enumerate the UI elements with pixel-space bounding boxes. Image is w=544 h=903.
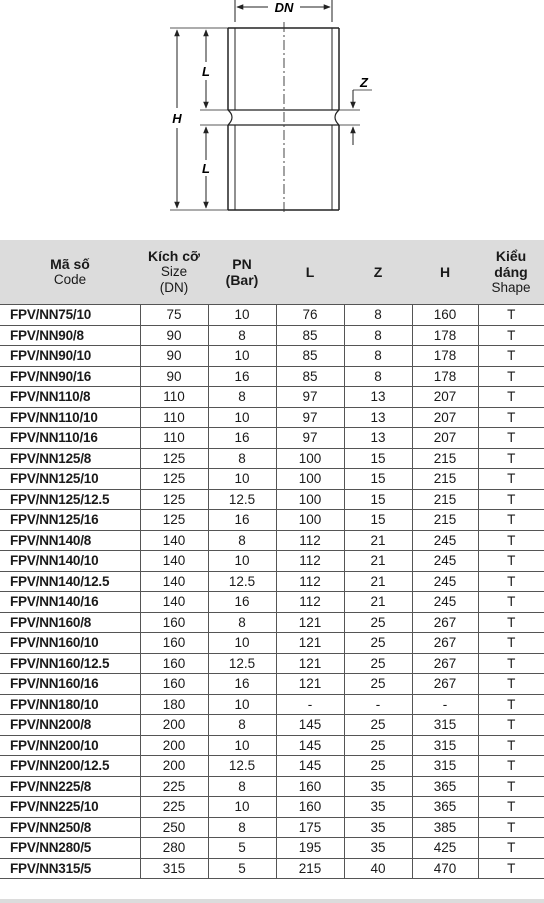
shape-cell: T	[478, 715, 544, 736]
l-cell: 100	[276, 448, 344, 469]
size-cell: 160	[140, 633, 208, 654]
z-cell: 13	[344, 407, 412, 428]
l-cell: 97	[276, 407, 344, 428]
h-cell: 178	[412, 346, 478, 367]
code-cell: FPV/NN125/12.5	[0, 489, 140, 510]
pn-cell: 12.5	[208, 571, 276, 592]
h-cell: 160	[412, 305, 478, 326]
size-cell: 90	[140, 366, 208, 387]
l-cell: 100	[276, 469, 344, 490]
size-cell: 90	[140, 325, 208, 346]
pn-cell: 10	[208, 797, 276, 818]
size-cell: 250	[140, 817, 208, 838]
h-cell: 365	[412, 797, 478, 818]
l-cell: 145	[276, 756, 344, 777]
code-cell: FPV/NN250/8	[0, 817, 140, 838]
l-cell: 112	[276, 551, 344, 572]
table-row	[0, 305, 544, 326]
code-cell: FPV/NN125/8	[0, 448, 140, 469]
size-cell: 180	[140, 694, 208, 715]
code-cell: FPV/NN140/12.5	[0, 571, 140, 592]
shape-cell: T	[478, 530, 544, 551]
l-cell: 121	[276, 612, 344, 633]
z-cell: 15	[344, 448, 412, 469]
l-cell: 85	[276, 366, 344, 387]
z-cell: 25	[344, 735, 412, 756]
l-cell: 145	[276, 715, 344, 736]
z-cell: 40	[344, 858, 412, 879]
table-row	[0, 448, 544, 469]
shape-cell: T	[478, 510, 544, 531]
table-row	[0, 735, 544, 756]
header-code	[0, 240, 140, 305]
pn-cell: 10	[208, 305, 276, 326]
z-cell: 25	[344, 633, 412, 654]
header-size-vi: Kích cỡ	[148, 248, 200, 264]
table-body	[0, 305, 544, 879]
size-cell: 125	[140, 469, 208, 490]
size-cell: 225	[140, 797, 208, 818]
h-cell: 178	[412, 325, 478, 346]
table-row	[0, 674, 544, 695]
code-cell: FPV/NN110/10	[0, 407, 140, 428]
size-cell: 110	[140, 387, 208, 408]
shape-cell: T	[478, 817, 544, 838]
shape-cell: T	[478, 735, 544, 756]
header-size-unit: (DN)	[159, 280, 189, 295]
z-cell: 25	[344, 715, 412, 736]
header-l: L	[276, 240, 344, 305]
shape-cell: T	[478, 653, 544, 674]
header-shape-vi2: dáng	[494, 264, 528, 280]
code-cell: FPV/NN160/12.5	[0, 653, 140, 674]
h-cell: 385	[412, 817, 478, 838]
shape-cell: T	[478, 592, 544, 613]
l-top-label: L	[202, 64, 210, 79]
pn-cell: 10	[208, 407, 276, 428]
h-cell: 470	[412, 858, 478, 879]
header-shape-vi1: Kiểu	[495, 248, 527, 264]
table-row	[0, 469, 544, 490]
h-cell: 215	[412, 448, 478, 469]
shape-cell: T	[478, 305, 544, 326]
h-cell: 245	[412, 571, 478, 592]
code-cell: FPV/NN140/8	[0, 530, 140, 551]
l-cell: 121	[276, 674, 344, 695]
table-row	[0, 817, 544, 838]
pn-cell: 16	[208, 592, 276, 613]
l-cell: 97	[276, 428, 344, 449]
size-cell: 110	[140, 428, 208, 449]
shape-cell: T	[478, 346, 544, 367]
pn-cell: 8	[208, 776, 276, 797]
shape-cell: T	[478, 387, 544, 408]
header-code-en: Code	[53, 272, 87, 287]
h-cell: -	[412, 694, 478, 715]
h-cell: 245	[412, 551, 478, 572]
code-cell: FPV/NN140/16	[0, 592, 140, 613]
z-cell: 35	[344, 776, 412, 797]
code-cell: FPV/NN125/10	[0, 469, 140, 490]
table-row	[0, 612, 544, 633]
size-cell: 160	[140, 612, 208, 633]
code-cell: FPV/NN200/12.5	[0, 756, 140, 777]
z-cell: 8	[344, 325, 412, 346]
h-cell: 178	[412, 366, 478, 387]
table-row	[0, 325, 544, 346]
size-cell: 125	[140, 510, 208, 531]
l-cell: 112	[276, 571, 344, 592]
code-cell: FPV/NN160/16	[0, 674, 140, 695]
l-cell: 121	[276, 653, 344, 674]
pn-cell: 16	[208, 510, 276, 531]
table-row	[0, 633, 544, 654]
table-row	[0, 551, 544, 572]
z-cell: 25	[344, 674, 412, 695]
dn-label: DN	[274, 0, 294, 15]
h-cell: 315	[412, 756, 478, 777]
coupling-diagram	[0, 0, 544, 236]
z-cell: 21	[344, 551, 412, 572]
z-cell: 21	[344, 571, 412, 592]
table-row	[0, 756, 544, 777]
h-cell: 207	[412, 387, 478, 408]
z-cell: 8	[344, 305, 412, 326]
pn-cell: 8	[208, 448, 276, 469]
l-cell: 112	[276, 530, 344, 551]
h-cell: 425	[412, 838, 478, 859]
pn-cell: 8	[208, 530, 276, 551]
shape-cell: T	[478, 366, 544, 387]
size-cell: 200	[140, 756, 208, 777]
table-row	[0, 858, 544, 879]
table-row	[0, 489, 544, 510]
l-cell: 145	[276, 735, 344, 756]
pn-cell: 8	[208, 817, 276, 838]
table-row	[0, 694, 544, 715]
size-cell: 200	[140, 715, 208, 736]
header-pn-unit: (Bar)	[225, 272, 259, 288]
code-cell: FPV/NN125/16	[0, 510, 140, 531]
pn-cell: 10	[208, 551, 276, 572]
shape-cell: T	[478, 407, 544, 428]
z-cell: 25	[344, 756, 412, 777]
code-cell: FPV/NN160/8	[0, 612, 140, 633]
size-cell: 125	[140, 448, 208, 469]
table-row	[0, 510, 544, 531]
table-row	[0, 407, 544, 428]
code-cell: FPV/NN225/10	[0, 797, 140, 818]
z-label: Z	[360, 75, 368, 90]
pn-cell: 16	[208, 674, 276, 695]
l-cell: 175	[276, 817, 344, 838]
code-cell: FPV/NN280/5	[0, 838, 140, 859]
pn-cell: 10	[208, 694, 276, 715]
z-cell: 13	[344, 387, 412, 408]
pn-cell: 16	[208, 428, 276, 449]
pn-cell: 10	[208, 735, 276, 756]
shape-cell: T	[478, 612, 544, 633]
size-cell: 140	[140, 530, 208, 551]
pn-cell: 16	[208, 366, 276, 387]
header-pn-label: PN	[232, 256, 252, 272]
table-row	[0, 428, 544, 449]
size-cell: 225	[140, 776, 208, 797]
header-code-vi: Mã số	[50, 256, 90, 272]
l-cell: 85	[276, 325, 344, 346]
table-row	[0, 366, 544, 387]
table-row	[0, 571, 544, 592]
z-cell: 35	[344, 797, 412, 818]
l-cell: 121	[276, 633, 344, 654]
z-cell: 8	[344, 366, 412, 387]
size-cell: 200	[140, 735, 208, 756]
size-cell: 315	[140, 858, 208, 879]
header-shape-en: Shape	[491, 280, 531, 295]
code-cell: FPV/NN110/16	[0, 428, 140, 449]
table-header	[0, 240, 544, 305]
z-cell: 15	[344, 510, 412, 531]
z-cell: 21	[344, 592, 412, 613]
h-cell: 245	[412, 592, 478, 613]
header-pn	[208, 240, 276, 305]
code-cell: FPV/NN315/5	[0, 858, 140, 879]
pn-cell: 10	[208, 633, 276, 654]
size-cell: 160	[140, 653, 208, 674]
code-cell: FPV/NN200/8	[0, 715, 140, 736]
l-cell: 195	[276, 838, 344, 859]
shape-cell: T	[478, 489, 544, 510]
l-cell: 112	[276, 592, 344, 613]
code-cell: FPV/NN110/8	[0, 387, 140, 408]
h-cell: 267	[412, 612, 478, 633]
code-cell: FPV/NN90/10	[0, 346, 140, 367]
code-cell: FPV/NN200/10	[0, 735, 140, 756]
pn-cell: 10	[208, 469, 276, 490]
pn-cell: 8	[208, 715, 276, 736]
pn-cell: 5	[208, 858, 276, 879]
shape-cell: T	[478, 776, 544, 797]
shape-cell: T	[478, 838, 544, 859]
table-bottom-bar	[0, 899, 544, 903]
l-cell: 100	[276, 489, 344, 510]
l-cell: 85	[276, 346, 344, 367]
h-cell: 267	[412, 674, 478, 695]
z-cell: 15	[344, 469, 412, 490]
shape-cell: T	[478, 448, 544, 469]
size-cell: 110	[140, 407, 208, 428]
h-cell: 267	[412, 633, 478, 654]
z-cell: 35	[344, 838, 412, 859]
z-cell: 35	[344, 817, 412, 838]
pn-cell: 8	[208, 325, 276, 346]
shape-cell: T	[478, 674, 544, 695]
h-cell: 207	[412, 407, 478, 428]
h-cell: 365	[412, 776, 478, 797]
pn-cell: 5	[208, 838, 276, 859]
l-cell: -	[276, 694, 344, 715]
table-row	[0, 776, 544, 797]
table-row	[0, 387, 544, 408]
size-cell: 280	[140, 838, 208, 859]
header-size-en: Size	[160, 264, 188, 279]
shape-cell: T	[478, 633, 544, 654]
header-shape	[478, 240, 544, 305]
l-cell: 160	[276, 776, 344, 797]
pn-cell: 12.5	[208, 653, 276, 674]
size-cell: 75	[140, 305, 208, 326]
header-size	[140, 240, 208, 305]
code-cell: FPV/NN180/10	[0, 694, 140, 715]
table-row	[0, 530, 544, 551]
h-cell: 215	[412, 489, 478, 510]
size-cell: 140	[140, 551, 208, 572]
shape-cell: T	[478, 694, 544, 715]
code-cell: FPV/NN90/16	[0, 366, 140, 387]
table-row	[0, 346, 544, 367]
h-label: H	[172, 111, 182, 126]
code-cell: FPV/NN160/10	[0, 633, 140, 654]
z-cell: 15	[344, 489, 412, 510]
h-cell: 245	[412, 530, 478, 551]
z-cell: 8	[344, 346, 412, 367]
pn-cell: 12.5	[208, 756, 276, 777]
l-cell: 215	[276, 858, 344, 879]
h-cell: 215	[412, 469, 478, 490]
code-cell: FPV/NN90/8	[0, 325, 140, 346]
header-z: Z	[344, 240, 412, 305]
size-cell: 125	[140, 489, 208, 510]
table-row	[0, 715, 544, 736]
pn-cell: 10	[208, 346, 276, 367]
table-row	[0, 838, 544, 859]
shape-cell: T	[478, 797, 544, 818]
size-cell: 140	[140, 592, 208, 613]
shape-cell: T	[478, 469, 544, 490]
code-cell: FPV/NN75/10	[0, 305, 140, 326]
h-cell: 215	[412, 510, 478, 531]
size-cell: 90	[140, 346, 208, 367]
shape-cell: T	[478, 571, 544, 592]
shape-cell: T	[478, 325, 544, 346]
l-cell: 97	[276, 387, 344, 408]
shape-cell: T	[478, 428, 544, 449]
l-bottom-label: L	[202, 161, 210, 176]
z-cell: 25	[344, 612, 412, 633]
header-h: H	[412, 240, 478, 305]
h-cell: 207	[412, 428, 478, 449]
table-row	[0, 797, 544, 818]
l-cell: 76	[276, 305, 344, 326]
z-cell: 25	[344, 653, 412, 674]
code-cell: FPV/NN225/8	[0, 776, 140, 797]
pn-cell: 8	[208, 387, 276, 408]
h-cell: 267	[412, 653, 478, 674]
shape-cell: T	[478, 756, 544, 777]
code-cell: FPV/NN140/10	[0, 551, 140, 572]
size-cell: 140	[140, 571, 208, 592]
l-cell: 100	[276, 510, 344, 531]
shape-cell: T	[478, 551, 544, 572]
pn-cell: 12.5	[208, 489, 276, 510]
size-cell: 160	[140, 674, 208, 695]
z-cell: -	[344, 694, 412, 715]
spec-table	[0, 240, 544, 879]
z-cell: 21	[344, 530, 412, 551]
z-cell: 13	[344, 428, 412, 449]
shape-cell: T	[478, 858, 544, 879]
table-row	[0, 653, 544, 674]
h-cell: 315	[412, 715, 478, 736]
pn-cell: 8	[208, 612, 276, 633]
h-cell: 315	[412, 735, 478, 756]
table-row	[0, 592, 544, 613]
l-cell: 160	[276, 797, 344, 818]
